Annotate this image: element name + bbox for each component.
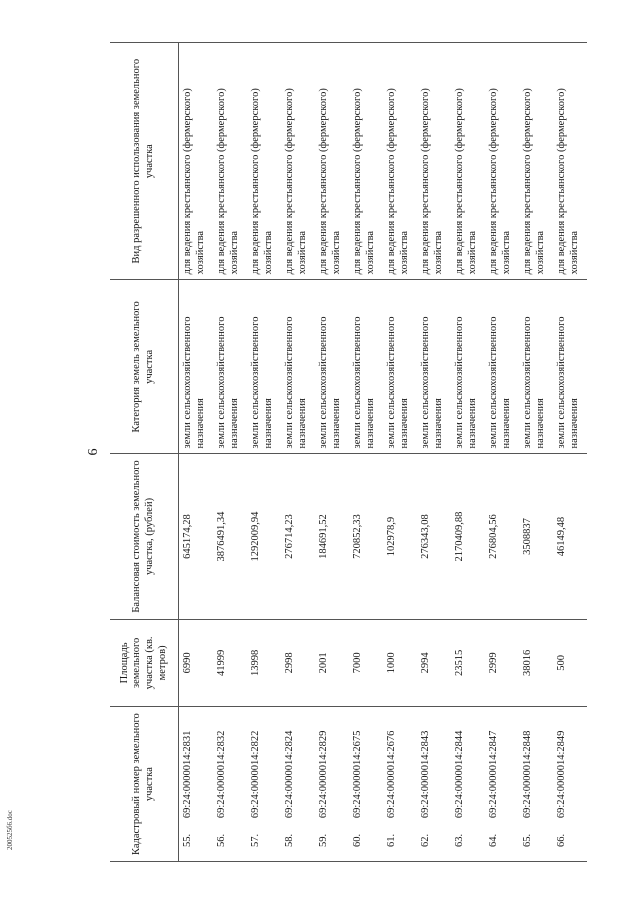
- cell-area: 6990: [179, 619, 214, 707]
- cell-usage: для ведения крестьянского (фермерского) хозяйства: [349, 43, 383, 280]
- cadastral-number: 69:24:0000014:2675: [352, 730, 363, 819]
- rotated-page: [68, 42, 628, 862]
- cell-usage: для ведения крестьянского (фермерского) хозяйства: [315, 43, 349, 280]
- cell-area: 2998: [281, 619, 315, 707]
- cadastral-number: 69:24:0000014:2849: [556, 730, 567, 819]
- cell-cadastral: [349, 707, 383, 862]
- cell-category: земли сельскохозяйственного назначения: [281, 280, 315, 454]
- cell-area: 7000: [349, 619, 383, 707]
- cell-category: земли сельскохозяйственного назначения: [247, 280, 281, 454]
- cell-cost: 276804,56: [485, 454, 519, 619]
- cadastral-number: 69:24:0000014:2824: [284, 730, 295, 819]
- row-number: 60.: [352, 833, 363, 847]
- table-row: [349, 43, 383, 862]
- cell-usage: для ведения крестьянского (фермерского) хозяйства: [519, 43, 553, 280]
- cell-cadastral: [281, 707, 315, 862]
- cell-cost: 720852,33: [349, 454, 383, 619]
- page-number: 6: [86, 448, 101, 456]
- cell-category: земли сельскохозяйственного назначения: [213, 280, 247, 454]
- cell-cadastral: [451, 707, 485, 862]
- cell-cadastral: [213, 707, 247, 862]
- cell-area: 1000: [383, 619, 417, 707]
- cell-cost: 2170409,88: [451, 454, 485, 619]
- cell-cadastral: [485, 707, 519, 862]
- table-header-row: [110, 43, 179, 862]
- table-row: [179, 43, 214, 862]
- cadastral-number: 69:24:0000014:2832: [216, 730, 227, 819]
- cell-usage: для ведения крестьянского (фермерского) хозяйства: [213, 43, 247, 280]
- row-number: 55.: [182, 833, 193, 847]
- document-id: 200525б6.doc: [6, 810, 14, 850]
- row-number: 64.: [488, 833, 499, 847]
- cell-category: земли сельскохозяйственного назначения: [315, 280, 349, 454]
- cell-cost: 645174,28: [179, 454, 214, 619]
- header-usage: Вид разрешенного использования земельного участка: [110, 43, 179, 280]
- cell-area: 2994: [417, 619, 451, 707]
- cell-area: 13998: [247, 619, 281, 707]
- cell-cadastral: [179, 707, 214, 862]
- cell-cadastral: [553, 707, 587, 862]
- cell-category: земли сельскохозяйственного назначения: [451, 280, 485, 454]
- cell-cadastral: [417, 707, 451, 862]
- cell-category: земли сельскохозяйственного назначения: [383, 280, 417, 454]
- cadastral-number: 69:24:0000014:2844: [454, 730, 465, 819]
- header-cadastral: Кадастровый номер земельного участка: [110, 707, 179, 862]
- cell-area: 2001: [315, 619, 349, 707]
- row-number: 62.: [420, 833, 431, 847]
- cell-usage: для ведения крестьянского (фермерского) хозяйства: [451, 43, 485, 280]
- cell-cost: 1292009,94: [247, 454, 281, 619]
- cadastral-number: 69:24:0000014:2831: [182, 730, 193, 819]
- cadastral-number: 69:24:0000014:2676: [386, 730, 397, 819]
- row-number: 61.: [386, 833, 397, 847]
- cadastral-number: 69:24:0000014:2843: [420, 730, 431, 819]
- cell-area: 38016: [519, 619, 553, 707]
- row-number: 63.: [454, 833, 465, 847]
- row-number: 65.: [522, 833, 533, 847]
- cell-area: 23515: [451, 619, 485, 707]
- table-row: [485, 43, 519, 862]
- cell-usage: для ведения крестьянского (фермерского) хозяйства: [553, 43, 587, 280]
- table-row: [519, 43, 553, 862]
- cell-cost: 3508837: [519, 454, 553, 619]
- cell-area: 2999: [485, 619, 519, 707]
- table-row: [553, 43, 587, 862]
- cell-category: земли сельскохозяйственного назначения: [485, 280, 519, 454]
- table-row: [315, 43, 349, 862]
- table-row: [213, 43, 247, 862]
- cadastral-number: 69:24:0000014:2829: [318, 730, 329, 819]
- header-area: Площадь земельного участка (кв. метров): [110, 619, 179, 707]
- cell-usage: для ведения крестьянского (фермерского) хозяйства: [383, 43, 417, 280]
- table-body: [179, 43, 588, 862]
- table-row: [281, 43, 315, 862]
- cell-cadastral: [383, 707, 417, 862]
- row-number: 58.: [284, 833, 295, 847]
- cell-area: 41999: [213, 619, 247, 707]
- table-row: [417, 43, 451, 862]
- row-number: 56.: [216, 833, 227, 847]
- cell-cost: 46149,48: [553, 454, 587, 619]
- cell-category: земли сельскохозяйственного назначения: [179, 280, 214, 454]
- table-row: [383, 43, 417, 862]
- cell-cadastral: [315, 707, 349, 862]
- table-row: [247, 43, 281, 862]
- cell-category: земли сельскохозяйственного назначения: [519, 280, 553, 454]
- cell-usage: для ведения крестьянского (фермерского) хозяйства: [417, 43, 451, 280]
- land-plots-table: [110, 42, 587, 862]
- cell-area: 500: [553, 619, 587, 707]
- cell-cost: 102978,9: [383, 454, 417, 619]
- cell-cost: 276343,08: [417, 454, 451, 619]
- cell-cost: 184691,52: [315, 454, 349, 619]
- cadastral-number: 69:24:0000014:2847: [488, 730, 499, 819]
- cell-usage: для ведения крестьянского (фермерского) хозяйства: [179, 43, 214, 280]
- header-category: Категория земель земельного участка: [110, 280, 179, 454]
- row-number: 66.: [556, 833, 567, 847]
- header-cost: Балансовая стоимость земельного участка, (рублей): [110, 454, 179, 619]
- cell-usage: для ведения крестьянского (фермерского) хозяйства: [281, 43, 315, 280]
- cell-cadastral: [519, 707, 553, 862]
- cadastral-number: 69:24:0000014:2822: [250, 730, 261, 819]
- row-number: 59.: [318, 833, 329, 847]
- cell-category: земли сельскохозяйственного назначения: [349, 280, 383, 454]
- cell-cadastral: [247, 707, 281, 862]
- cell-category: земли сельскохозяйственного назначения: [417, 280, 451, 454]
- cell-cost: 276714,23: [281, 454, 315, 619]
- cell-category: земли сельскохозяйственного назначения: [553, 280, 587, 454]
- cell-usage: для ведения крестьянского (фермерского) хозяйства: [485, 43, 519, 280]
- cadastral-number: 69:24:0000014:2848: [522, 730, 533, 819]
- cell-usage: для ведения крестьянского (фермерского) хозяйства: [247, 43, 281, 280]
- row-number: 57.: [250, 833, 261, 847]
- table-row: [451, 43, 485, 862]
- cell-cost: 3876491,34: [213, 454, 247, 619]
